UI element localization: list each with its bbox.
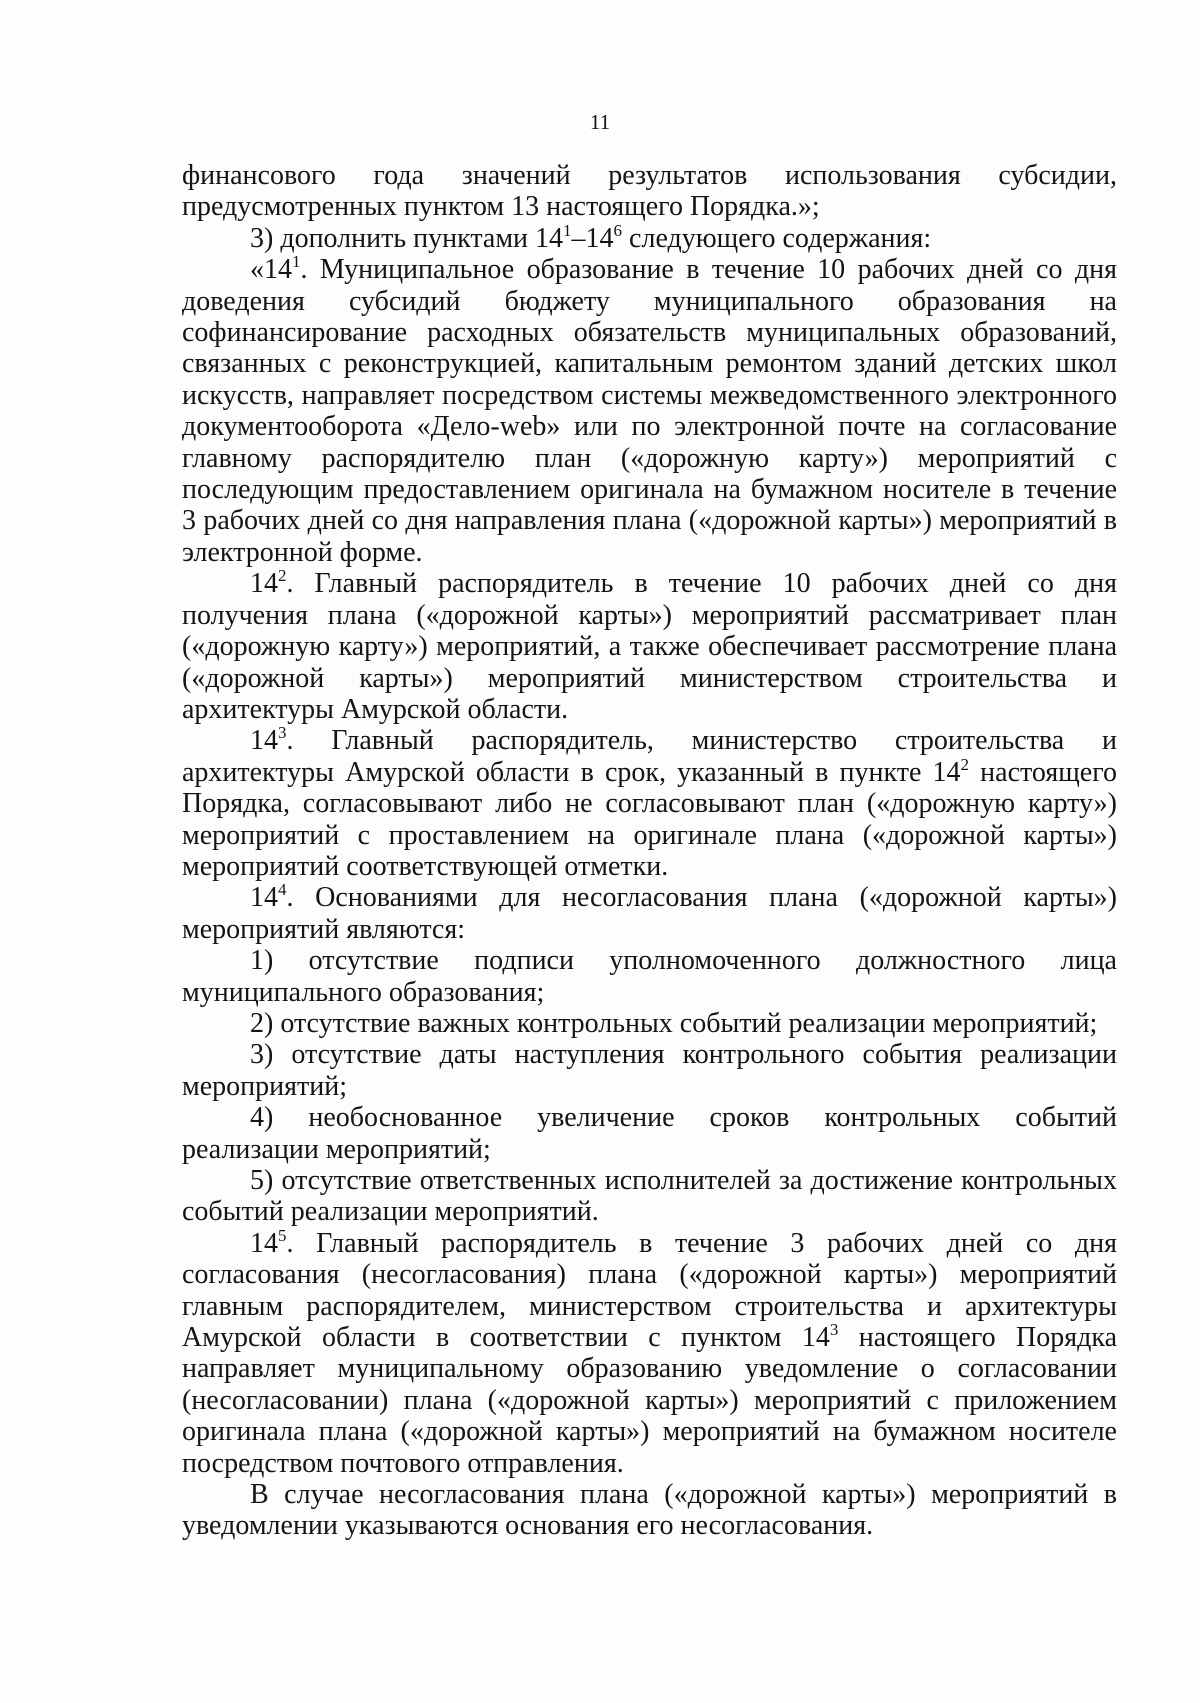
paragraph bbox=[182, 568, 1117, 725]
paragraph-text: . Основаниями для несогласования плана («дорожной карты») мероприятий являются: bbox=[182, 882, 1117, 945]
paragraph-text: 14 bbox=[250, 725, 278, 757]
paragraph-text: . Главный распорядитель в течение 10 рабочих дней со дня получения плана («дорожной карты») мероприятий рассматривает план («дорожную карту») мероприятий, а также обеспечивает рассмотрение плана («дорожной карты») мероприятий министерством строительства и архитектуры Амурской области. bbox=[182, 568, 1117, 725]
paragraph-text: финансового года значений результатов использования субсидии, предусмотренных пунктом 13 настоящего Порядка.»; bbox=[182, 160, 1117, 223]
superscript-index: 1 bbox=[563, 220, 572, 240]
paragraph-text: 2) отсутствие важных контрольных событий реализации мероприятий; bbox=[250, 1007, 1098, 1039]
superscript-index: 3 bbox=[278, 723, 287, 743]
superscript-index: 1 bbox=[292, 252, 301, 272]
paragraph-text: 3) дополнить пунктами 14 bbox=[250, 222, 564, 254]
paragraph-text: . Главный распорядитель в течение 3 рабочих дней со дня согласования (несогласования) плана («дорожной карты») мероприятий главным распорядителем, министерством строительства и архитектуры Амурской области в соответствии с пунктом 14 bbox=[182, 1227, 1117, 1354]
page-number: 11 bbox=[589, 110, 611, 134]
paragraph bbox=[182, 1102, 1117, 1165]
superscript-index: 2 bbox=[960, 754, 970, 774]
paragraph bbox=[182, 1479, 1117, 1542]
superscript-index: 6 bbox=[613, 220, 623, 240]
paragraph-text: «14 bbox=[250, 254, 292, 286]
paragraph-text: 1) отсутствие подписи уполномоченного должностного лица муниципального образования; bbox=[182, 945, 1117, 1008]
paragraph bbox=[182, 1225, 1118, 1479]
paragraph bbox=[182, 1165, 1117, 1228]
paragraph bbox=[182, 254, 1117, 568]
paragraph-text: 4) необоснованное увеличение сроков контрольных событий реализации мероприятий; bbox=[182, 1102, 1117, 1165]
paragraph-text: 5) отсутствие ответственных исполнителей за достижение контрольных событий реализации мероприятий. bbox=[182, 1165, 1117, 1228]
paragraph-text: . Главный распорядитель, министерство строительства и архитектуры Амурской области в срок, указанный в пункте 14 bbox=[182, 725, 1117, 788]
paragraph bbox=[182, 220, 1117, 254]
paragraph-text: В случае несогласования плана («дорожной карты») мероприятий в уведомлении указываются основания его несогласования. bbox=[182, 1479, 1117, 1542]
superscript-index: 3 bbox=[829, 1320, 839, 1340]
paragraph-text: 14 bbox=[250, 568, 278, 600]
paragraph-text: . Муниципальное образование в течение 10 рабочих дней со дня доведения субсидий бюджету муниципального образования на софинансирование расходных обязательств муниципальных образований, связанных с реконструкцией, капитальным ремонтом зданий детских школ искусств, направляет посредством системы межведомственного электронного документооборота «Дело-web» или по электронной почте на согласование главному распорядителю план («дорожную карту») мероприятий с последующим предоставлением оригинала на бумажном носителе в течение 3 рабочих дней со дня направления плана («дорожной карты») мероприятий в электронной форме. bbox=[182, 254, 1117, 568]
paragraph bbox=[182, 1039, 1117, 1102]
paragraph-text: 3) отсутствие даты наступления контрольного события реализации мероприятий; bbox=[182, 1039, 1117, 1102]
document-body bbox=[182, 160, 1117, 1542]
paragraph-text: 14 bbox=[250, 882, 278, 914]
superscript-index: 5 bbox=[278, 1225, 287, 1245]
superscript-index: 2 bbox=[278, 566, 287, 586]
paragraph-text: 14 bbox=[250, 1227, 278, 1259]
paragraph bbox=[182, 945, 1117, 1008]
paragraph bbox=[182, 725, 1117, 882]
superscript-index: 4 bbox=[278, 880, 287, 900]
paragraph bbox=[182, 1008, 1117, 1039]
paragraph-text: настоящего Порядка, согласовывают либо не согласовывают план («дорожную карту») мероприятий с проставлением на оригинале плана («дорожной карты») мероприятий соответствующей отметки. bbox=[182, 756, 1118, 882]
paragraph-text: следующего содержания: bbox=[622, 222, 932, 254]
paragraph-text: –14 bbox=[571, 222, 614, 254]
paragraph bbox=[182, 882, 1117, 945]
paragraph-text: настоящего Порядка направляет муниципальному образованию уведомление о согласовании (несогласовании) плана («дорожной карты») мероприятий с приложением оригинала плана («дорожной карты») мероприятий на бумажном носителе посредством почтового отправления. bbox=[182, 1322, 1118, 1479]
paragraph bbox=[182, 160, 1117, 223]
